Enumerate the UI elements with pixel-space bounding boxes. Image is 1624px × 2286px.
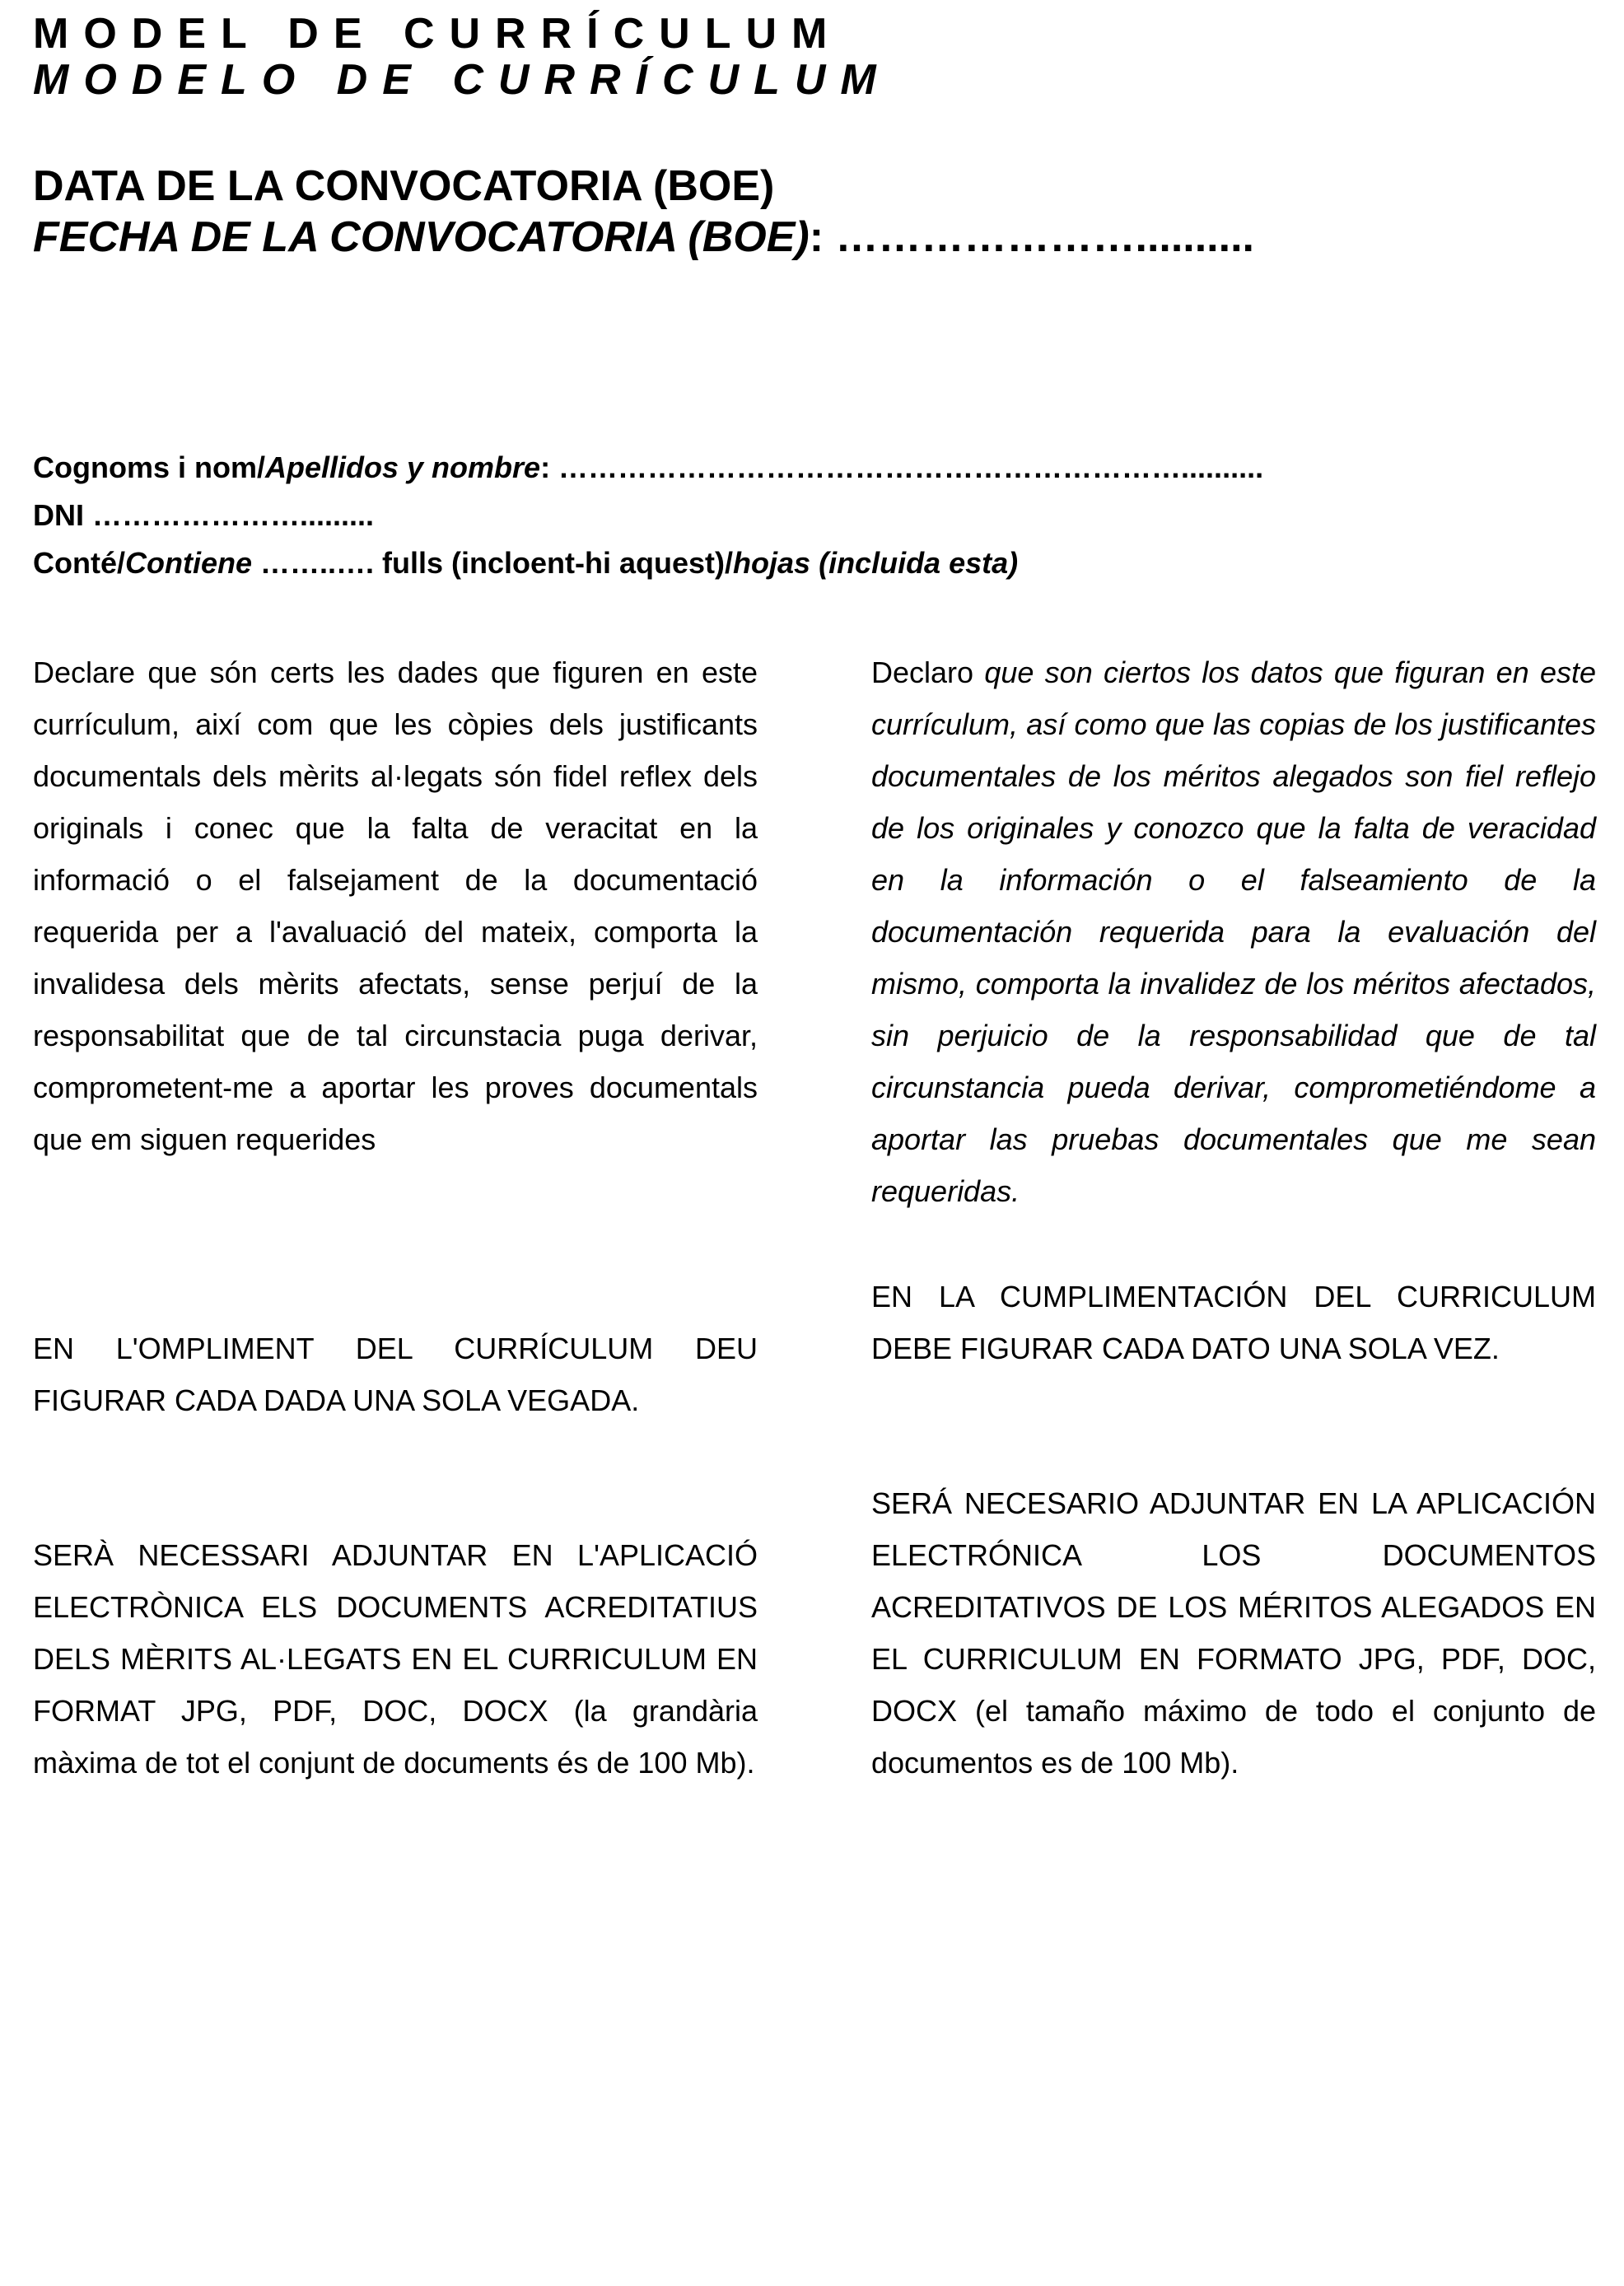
notice-once-text-spanish: EN LA CUMPLIMENTACIÓN DEL CURRICULUM DEBE FIGURAR CADA DATO UNA SOLA VEZ. [871, 1280, 1596, 1365]
declaration-catalan [33, 646, 758, 1165]
pages-label-spanish: Contiene [125, 546, 253, 580]
dni-label: DNI [33, 498, 92, 532]
notice-attach-text-catalan: SERÀ NECESSARI ADJUNTAR EN L'APLICACIÓ ELECTRÒNICA ELS DOCUMENTS ACREDITATIUS DELS MÈRITS AL·LEGATS EN EL CURRICULUM EN FORMAT JPG, PDF, DOC, DOCX (la grandària màxima de tot el conjunt de documents és de 100 Mb). [33, 1538, 758, 1780]
declaration-lead-spanish: Declaro [871, 655, 985, 689]
notice-attach-catalan [33, 1529, 758, 1789]
page-title-spanish: MODELO DE CURRÍCULUM [33, 56, 891, 104]
applicant-name-line [33, 450, 1263, 486]
name-label-catalan: Cognoms i nom/ [33, 450, 265, 484]
name-fill: : ……………………………………………………….......... [540, 450, 1264, 484]
convocatoria-date-line-spanish [33, 212, 1254, 262]
page-title-catalan: MODEL DE CURRÍCULUM [33, 10, 842, 58]
declaration-text-catalan: Declare que són certs les dades que figuren en este currículum, així com que les còpies dels justificants documentals dels mèrits al·legats són fidel reflex dels originals i conec que la falta de veracitat en la informació o el falsejament de la documentació requerida per a l'avaluació del mateix, comporta la invalidesa dels mèrits afectats, sense perjuí de la responsabilitat que de tal circunstacia puga derivar, comprometent-me a aportar les proves documentals que em siguen requerides [33, 655, 758, 1156]
pages-text-catalan: fulls (incloent-hi aquest)/ [382, 546, 734, 580]
declaration-spanish [871, 646, 1596, 1217]
declaration-rest-spanish: que son ciertos los datos que figuran en este currículum, así como que las copias de los justificantes documentales de los méritos alegados son fiel reflejo de los originales y conozco que la falta de veracidad en la información o el falseamiento de la documentación requerida para la evaluación del mismo, comporta la invalidez de los méritos afectados, sin perjuicio de la responsabilidad que de tal circunstancia pueda derivar, comprometiéndome a aportar las pruebas documentales que me sean requeridas. [871, 655, 1596, 1208]
notice-once-spanish [871, 1271, 1596, 1374]
applicant-pages-line [33, 545, 1018, 581]
pages-fill: ……..…. [252, 546, 383, 580]
declaration-text-spanish [871, 646, 1596, 1217]
pages-text-spanish: hojas (incluida esta) [733, 546, 1019, 580]
notice-once-catalan [33, 1323, 758, 1426]
convocatoria-date-label-catalan: DATA DE LA CONVOCATORIA (BOE) [33, 162, 775, 210]
notice-attach-spanish [871, 1477, 1596, 1789]
name-label-spanish: Apellidos y nombre [265, 450, 541, 484]
convocatoria-date-label-spanish: FECHA DE LA CONVOCATORIA (BOE) [33, 213, 810, 261]
applicant-dni-line [33, 497, 374, 534]
convocatoria-date-fill: : ………………….......... [809, 213, 1254, 261]
dni-fill: …………………......... [92, 498, 375, 532]
notice-once-text-catalan: EN L'OMPLIMENT DEL CURRÍCULUM DEU FIGURAR CADA DADA UNA SOLA VEGADA. [33, 1332, 758, 1417]
notice-attach-text-spanish: SERÁ NECESARIO ADJUNTAR EN LA APLICACIÓN ELECTRÓNICA LOS DOCUMENTOS ACREDITATIVOS DE LOS MÉRITOS ALEGADOS EN EL CURRICULUM EN FORMATO JPG, PDF, DOC, DOCX (el tamaño máximo de todo el conjunto de documentos es de 100 Mb). [871, 1486, 1596, 1780]
pages-label-catalan: Conté/ [33, 546, 125, 580]
